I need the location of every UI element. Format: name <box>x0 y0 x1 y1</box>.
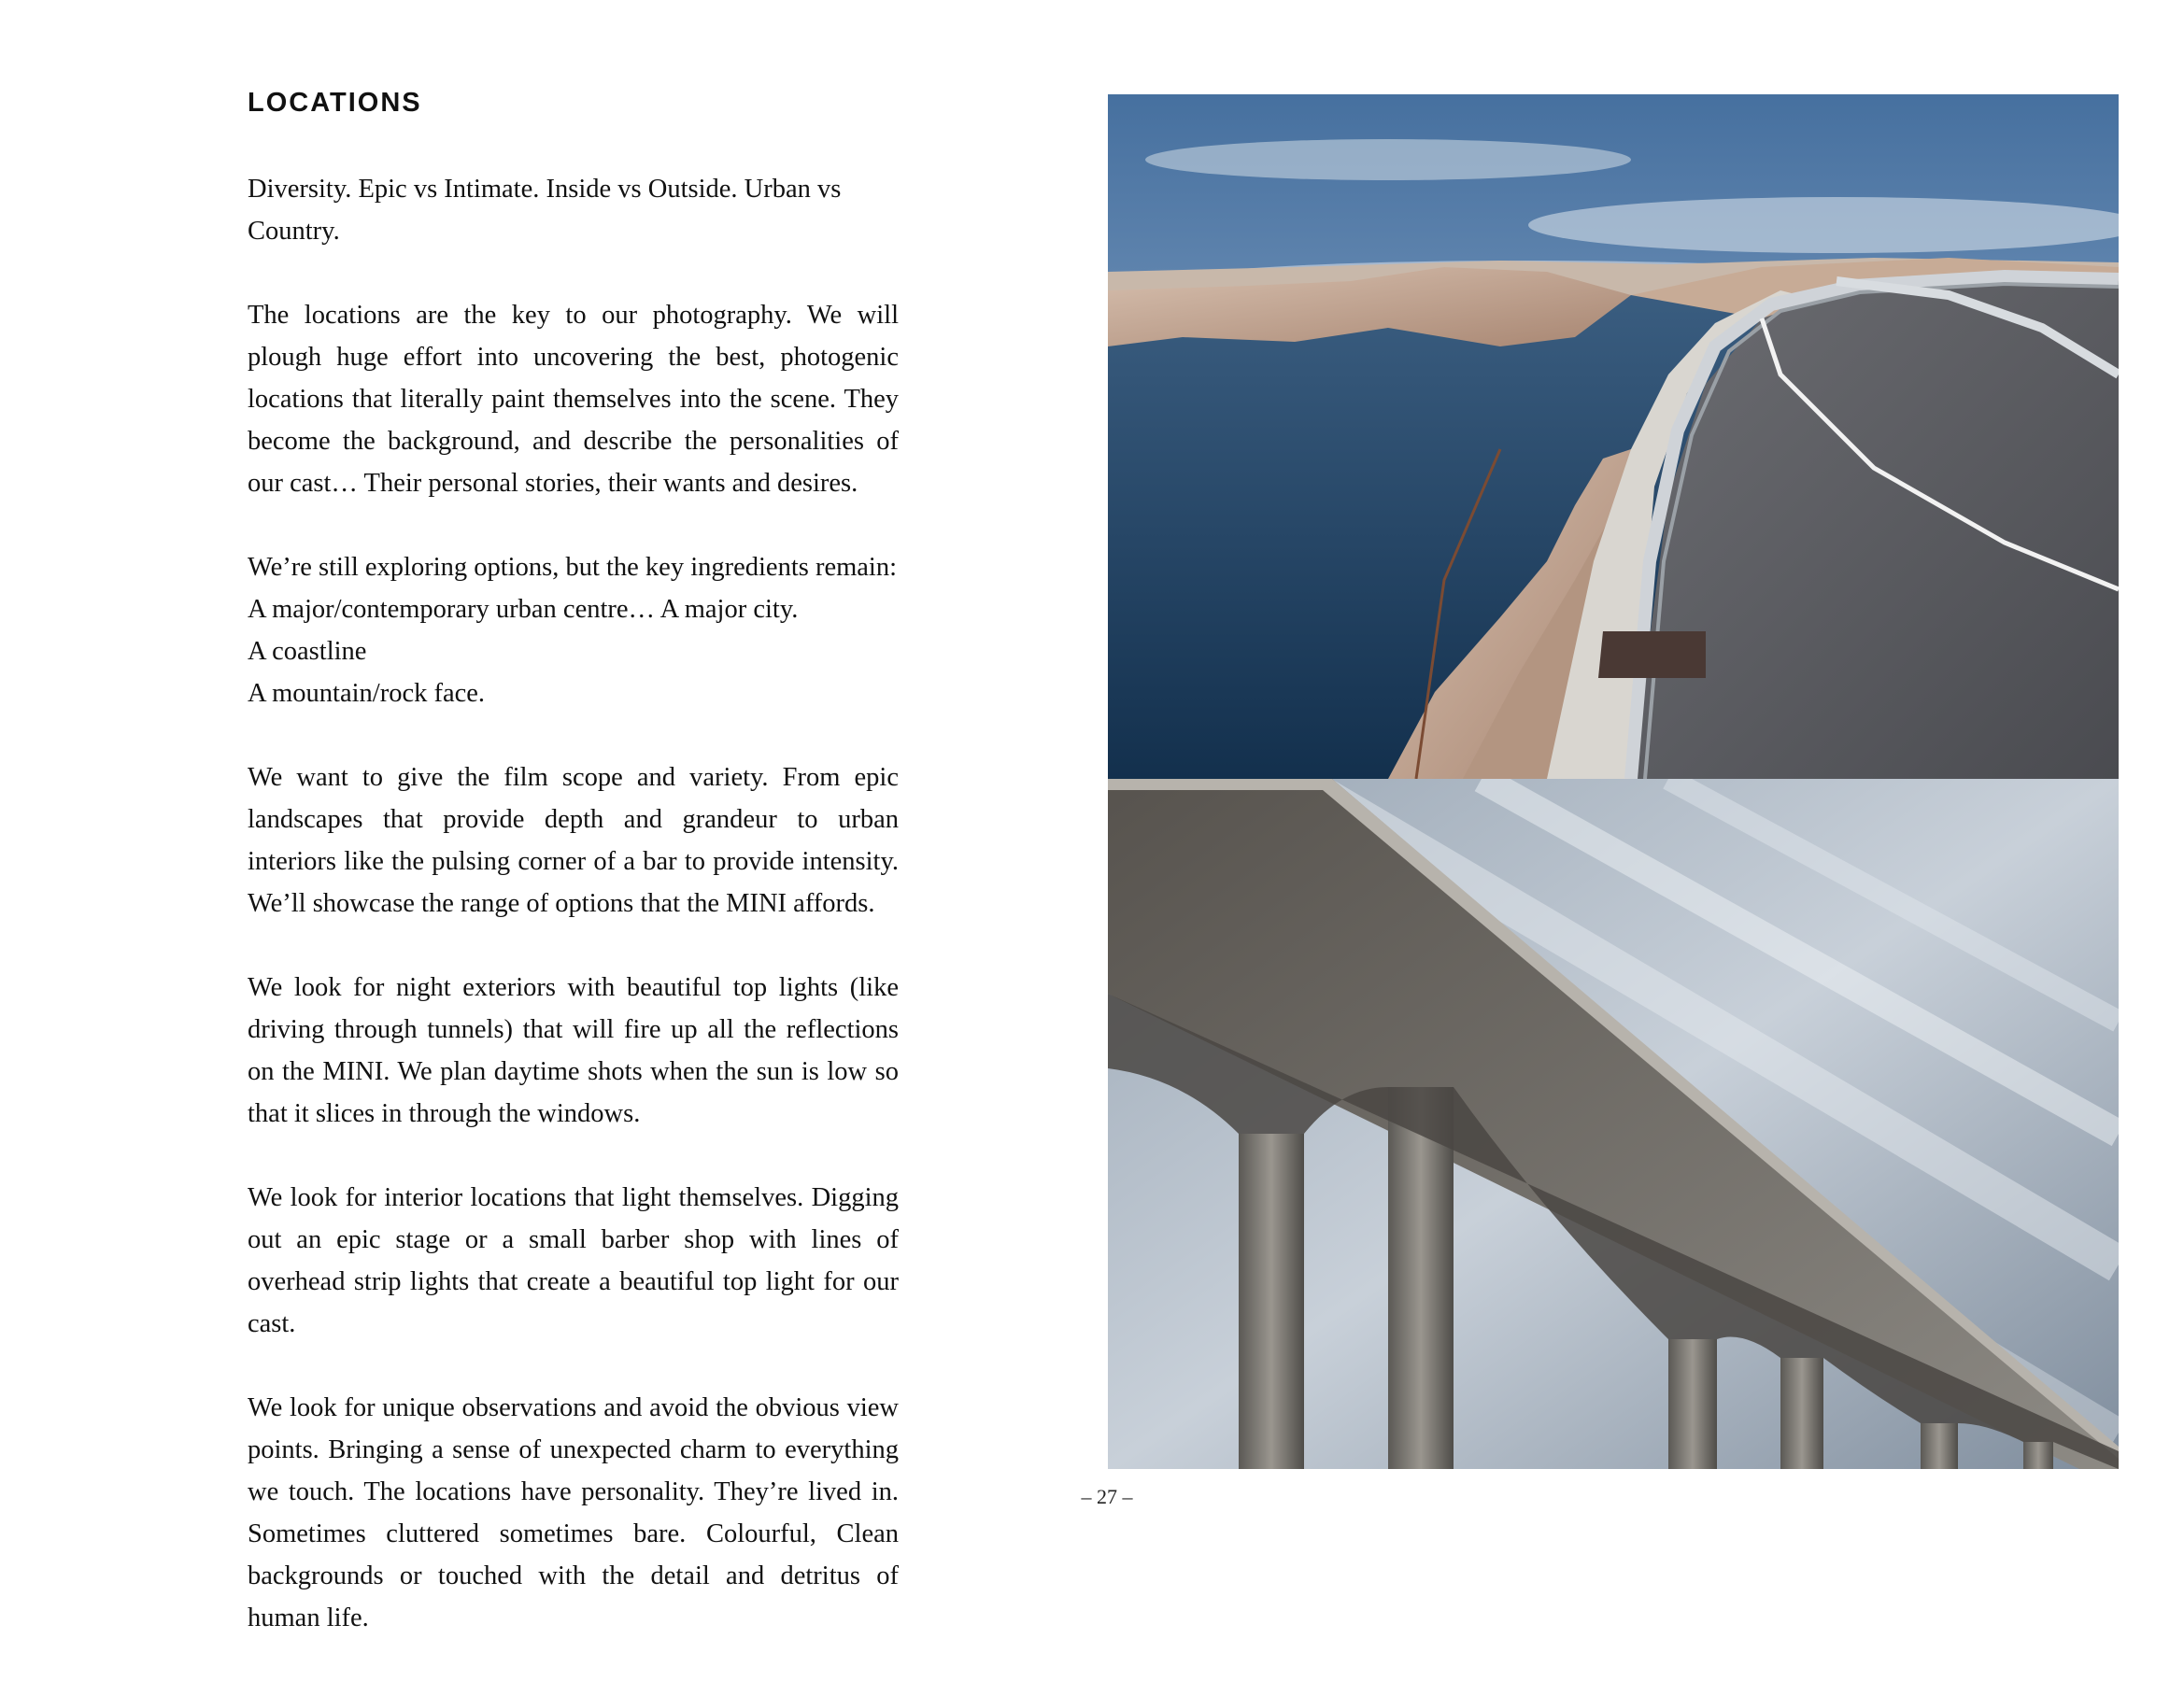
paragraph-observations: We look for unique observations and avoid the obvious view points. Bringing a sense of unexpected charm to everything we touch. The locations have personality. They’re lived in. Sometimes cluttered sometimes bare. Colourful, Clean backgrounds or touched with the detail and detritus of human life. <box>248 1393 899 1632</box>
coastal-bridge-photo <box>1108 94 2119 779</box>
list-item: A major/contemporary urban centre… A major city. <box>248 595 799 624</box>
list-item: A coastline <box>248 637 367 666</box>
paragraph-ingredients <box>248 546 899 714</box>
viaduct-illustration <box>1108 779 2119 1469</box>
paragraph-night-exteriors: We look for night exteriors with beautiful top lights (like driving through tunnels) that will fire up all the reflections on the MINI. We plan daytime shots when the sun is low so that it slices in through the windows. <box>248 973 899 1128</box>
coastal-bridge-illustration <box>1108 94 2119 779</box>
body-text <box>248 168 899 1681</box>
page-number: – 27 – <box>1081 1485 1133 1508</box>
viaduct-photo <box>1108 779 2119 1469</box>
paragraph-key-locations: The locations are the key to our photography. We will plough huge effort into uncovering the best, photogenic locations that literally paint themselves into the scene. They become the background, and describe the personalities of our cast… Their personal stories, their wants and desires. <box>248 301 899 498</box>
list-item: A mountain/rock face. <box>248 679 486 708</box>
page-title: LOCATIONS <box>248 88 422 118</box>
paragraph-diversity: Diversity. Epic vs Intimate. Inside vs Outside. Urban vs Country. <box>248 175 842 246</box>
ingredients-intro: We’re still exploring options, but the key ingredients remain: <box>248 553 898 582</box>
paragraph-scope: We want to give the film scope and variety. From epic landscapes that provide depth and grandeur to urban interiors like the pulsing corner of a bar to provide intensity. We’ll showcase the range of options that the MINI affords. <box>248 763 899 918</box>
paragraph-interiors: We look for interior locations that light themselves. Digging out an epic stage or a small barber shop with lines of overhead strip lights that create a beautiful top light for our cast. <box>248 1183 899 1338</box>
